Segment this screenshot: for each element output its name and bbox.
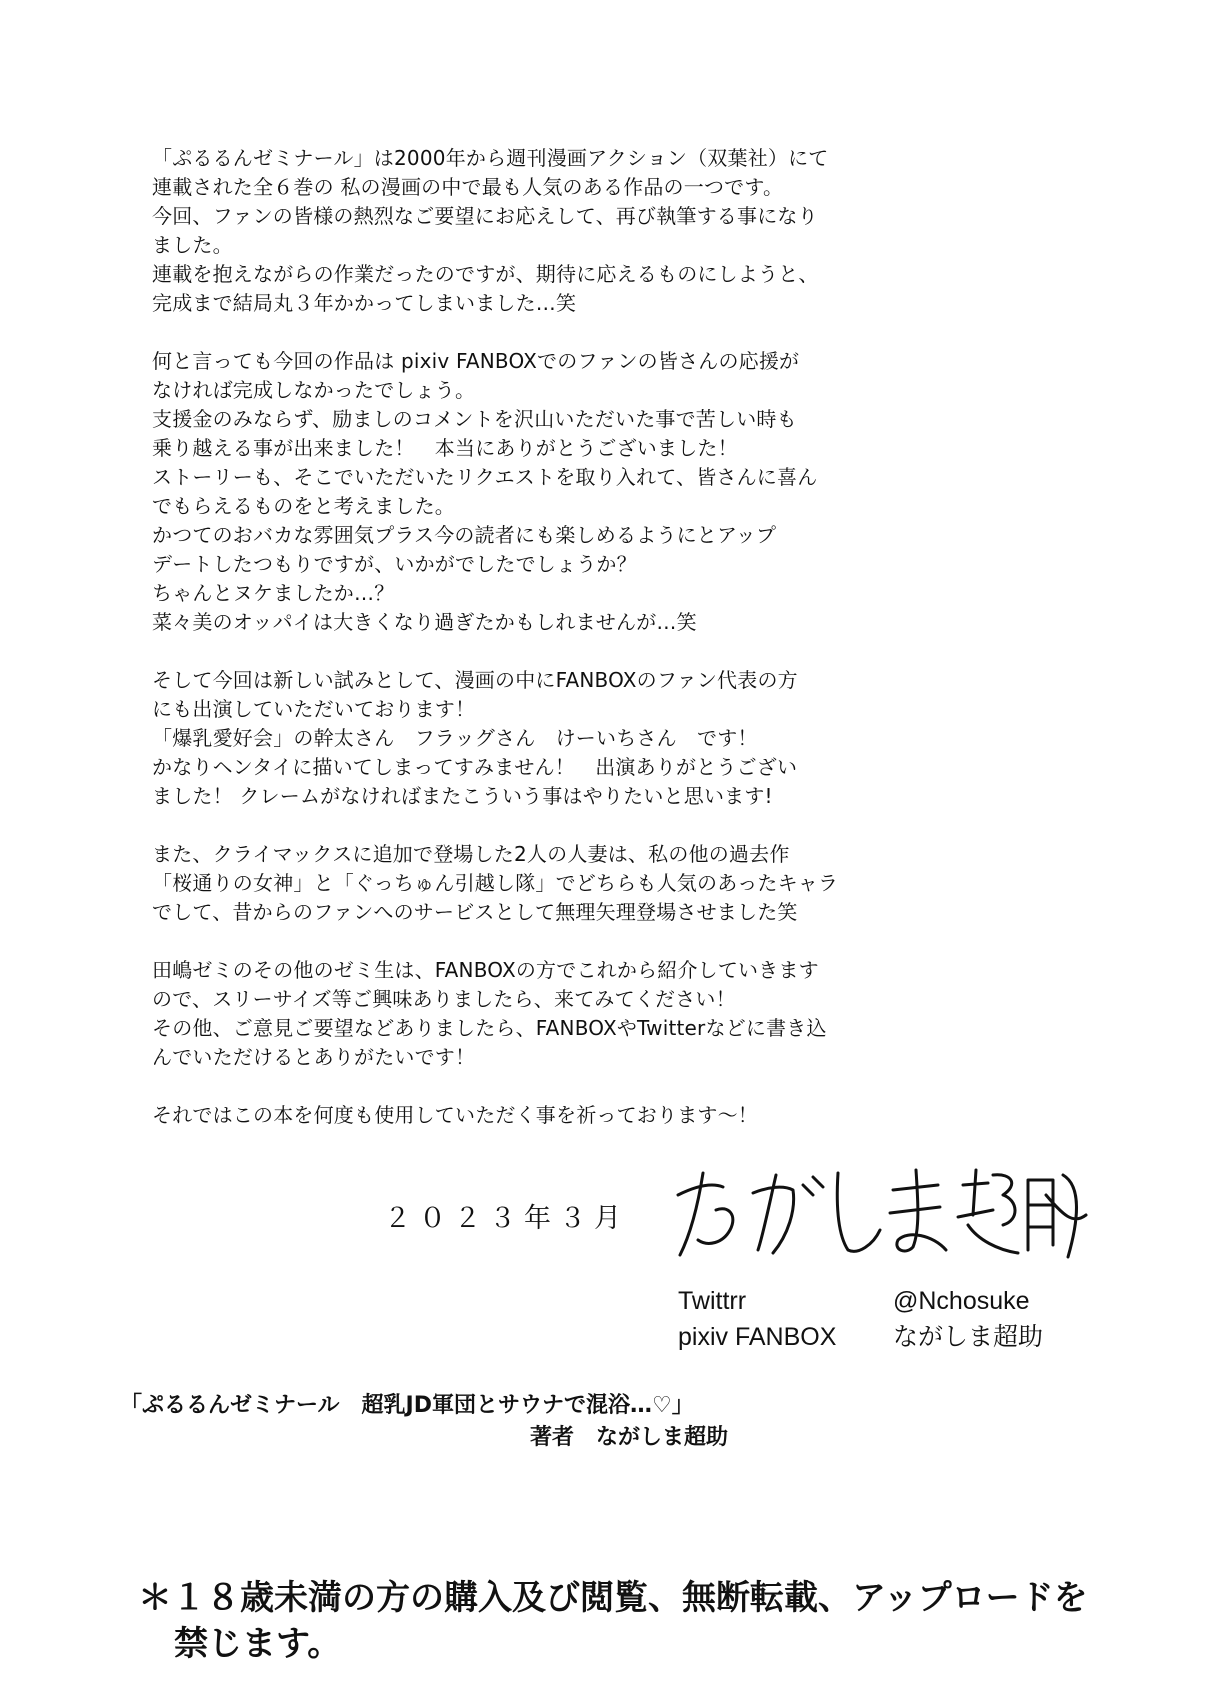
- text-line: でもらえるものをと考えました。: [152, 494, 455, 518]
- text-line: 連載を抱えながらの作業だったのですが、期待に応えるものにしようと、: [152, 262, 819, 286]
- paragraph-1: [152, 144, 1052, 318]
- paragraph-4: [152, 840, 1052, 927]
- date: ２０２３年３月: [384, 1203, 629, 1234]
- text-line: かなりヘンタイに描いてしまってすみません！ 出演ありがとうござい: [152, 755, 798, 779]
- afterword-body: [152, 144, 1052, 1159]
- fanbox-row: [678, 1319, 1043, 1355]
- text-line: 何と言っても今回の作品は pixiv FANBOXでのファンの皆さんの応援が: [152, 349, 800, 373]
- text-line: 「ぷるるんゼミナール」は2000年から週刊漫画アクション（双葉社）にて: [152, 146, 829, 170]
- text-line: でして、昔からのファンへのサービスとして無理矢理登場させました笑: [152, 900, 798, 924]
- handwritten-signature: [668, 1155, 1088, 1265]
- text-line: 田嶋ゼミのその他のゼミ生は、FANBOXの方でこれから紹介していきます: [152, 958, 819, 982]
- text-line: 菜々美のオッパイは大きくなり過ぎたかもしれませんが…笑: [152, 610, 697, 634]
- text-line: ました。: [152, 233, 233, 257]
- age-warning: [138, 1575, 1138, 1667]
- text-line: 支援金のみならず、励ましのコメントを沢山いただいた事で苦しい時も: [152, 407, 797, 431]
- text-line: 「爆乳愛好会」の幹太さん フラッグさん けーいちさん です！: [152, 726, 758, 750]
- text-line: かつてのおバカな雰囲気プラス今の読者にも楽しめるようにとアップ: [152, 523, 777, 547]
- twitter-handle: @Nchosuke: [893, 1287, 1030, 1315]
- paragraph-3: [152, 666, 1052, 811]
- text-line: そして今回は新しい試みとして、漫画の中にFANBOXのファン代表の方: [152, 668, 798, 692]
- text-line: 今回、ファンの皆様の熱烈なご要望にお応えして、再び執筆する事になり: [152, 204, 818, 228]
- book-credit: [120, 1390, 820, 1454]
- text-line: その他、ご意見ご要望などありましたら、FANBOXやTwitterなどに書き込: [152, 1016, 827, 1040]
- paragraph-5: [152, 956, 1052, 1072]
- text-line: また、クライマックスに追加で登場した2人の人妻は、私の他の過去作: [152, 842, 790, 866]
- text-line: 連載された全６巻の 私の漫画の中で最も人気のある作品の一つです。: [152, 175, 784, 199]
- text-line: 「桜通りの女神」と「ぐっちゅん引越し隊」でどちらも人気のあったキャラ: [152, 871, 839, 895]
- paragraph-2: [152, 347, 1052, 637]
- text-line: 乗り越える事が出来ました！ 本当にありがとうございました！: [152, 436, 738, 460]
- text-line: ので、スリーサイズ等ご興味ありましたら、来てみてください！: [152, 987, 736, 1011]
- text-line: なければ完成しなかったでしょう。: [152, 378, 476, 402]
- text-line: 完成まで結局丸３年かかってしまいました…笑: [152, 291, 577, 315]
- book-title: 「ぷるるんゼミナール 超乳JD軍団とサウナで混浴…♡」: [120, 1393, 694, 1418]
- paragraph-6: [152, 1101, 1052, 1130]
- twitter-row: [678, 1283, 1043, 1319]
- text-line: にも出演していただいております！: [152, 697, 476, 721]
- warning-line-2: 禁じます。: [174, 1624, 342, 1664]
- social-links: [678, 1283, 1043, 1355]
- fanbox-label: pixiv FANBOX: [678, 1323, 837, 1351]
- warning-line-1: ＊１８歳未満の方の購入及び閲覧、無断転載、アップロードを: [138, 1578, 1088, 1618]
- text-line: それではこの本を何度も使用していただく事を祈っております～！: [152, 1103, 758, 1127]
- text-line: デートしたつもりですが、いかがでしたでしょうか？: [152, 552, 637, 576]
- text-line: ちゃんとヌケましたか…？: [152, 581, 395, 605]
- text-line: ストーリーも、そこでいただいたリクエストを取り入れて、皆さんに喜ん: [152, 465, 818, 489]
- book-author: 著者 ながしま超助: [530, 1425, 729, 1450]
- twitter-label: Twittrr: [678, 1287, 747, 1315]
- text-line: ました！ クレームがなければまたこういう事はやりたいと思います!: [152, 784, 773, 808]
- fanbox-name: ながしま超助: [893, 1323, 1044, 1351]
- text-line: んでいただけるとありがたいです！: [152, 1045, 476, 1069]
